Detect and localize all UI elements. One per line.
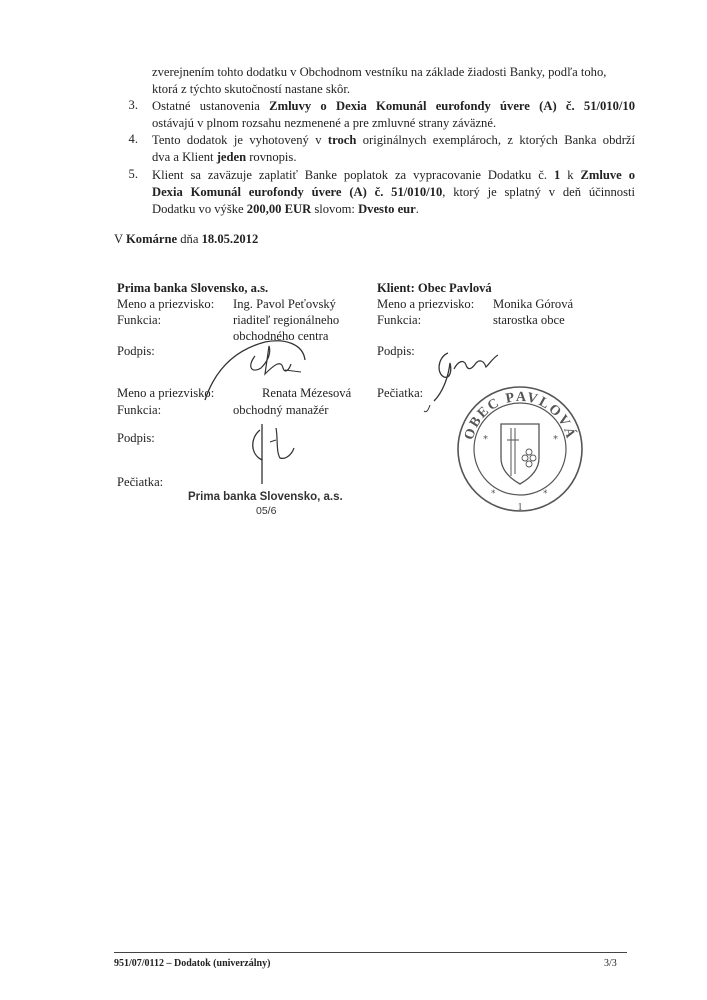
- client-func: starostka obce: [493, 313, 565, 327]
- bank-signature-1: [185, 330, 315, 410]
- stamp-number: 1: [517, 501, 523, 513]
- intro-line-1: zverejnením tohto dodatku v Obchodnom vestníku na základe žiadosti Banky, podľa toho,: [152, 65, 607, 79]
- bank-stamp-code: 05/6: [256, 505, 277, 517]
- footer-doc-id: 951/07/0112 – Dodatok (univerzálny): [114, 958, 271, 969]
- footer-page-number: 3/3: [604, 958, 617, 969]
- svg-text:*: *: [491, 489, 496, 499]
- item-3-number: 3.: [128, 98, 138, 112]
- svg-text:OBEC PAVLOVÁ: OBEC PAVLOVÁ: [461, 389, 579, 442]
- client-stamp-label: Pečiatka:: [377, 386, 424, 400]
- client-stamp: [455, 380, 585, 518]
- item-4-line-1: Tento dodatok je vyhotovený v troch originálnych exemplároch, z ktorých Banka obdrží: [152, 133, 635, 147]
- bank-func-2: obchodný manažér: [233, 403, 329, 417]
- svg-text:*: *: [483, 434, 488, 445]
- client-title: Klient: Obec Pavlová: [377, 281, 492, 295]
- client-name-label: Meno a priezvisko:: [377, 297, 475, 311]
- place-date: V Komárne dňa 18.05.2012: [114, 232, 259, 246]
- client-name: Monika Górová: [493, 297, 574, 311]
- bank-signature-2: [240, 418, 310, 488]
- item-5-line-2: Dexia Komunál eurofondy úvere (A) č. 51/010/10, ktorý je splatný v deň účinnosti: [152, 185, 635, 199]
- client-func-label: Funkcia:: [377, 313, 422, 327]
- bank-func-label-2: Funkcia:: [117, 403, 162, 417]
- item-3-line-1: Ostatné ustanovenia Zmluvy o Dexia Komunál eurofondy úvere (A) č. 51/010/10: [152, 99, 635, 113]
- bank-func-1-line-1: riaditeľ regionálneho: [233, 313, 340, 327]
- stamp-emblem-icon: [455, 380, 585, 518]
- item-4-line-2: dva a Klient jeden rovnopis.: [152, 150, 297, 164]
- bank-func-1-line-2: obchodného centra: [233, 329, 329, 343]
- item-3-line-2: ostávajú v plnom rozsahu nezmenené a pre zmluvné strany záväzné.: [152, 116, 497, 130]
- bank-sign-label: Podpis:: [117, 344, 155, 358]
- item-5-line-3: Dodatku vo výške 200,00 EUR slovom: Dvesto eur.: [152, 202, 419, 216]
- bank-name-1: Ing. Pavol Peťovský: [233, 297, 336, 311]
- footer-divider: [114, 952, 627, 953]
- client-sign-label: Podpis:: [377, 344, 415, 358]
- bank-stamp-text: Prima banka Slovensko, a.s.: [188, 491, 343, 503]
- bank-name-label-2: Meno a priezvisko:: [117, 386, 215, 400]
- bank-stamp-label: Pečiatka:: [117, 475, 164, 489]
- intro-line-2: ktorá z týchto skutočností nastane skôr.: [152, 82, 350, 96]
- item-4-number: 4.: [128, 132, 138, 146]
- bank-func-label: Funkcia:: [117, 313, 162, 327]
- item-5-number: 5.: [128, 167, 138, 181]
- bank-name-label: Meno a priezvisko:: [117, 297, 215, 311]
- item-5-line-1: Klient sa zaväzuje zaplatiť Banke poplatok za vypracovanie Dodatku č. 1 k Zmluve o: [152, 168, 635, 182]
- svg-text:*: *: [553, 434, 558, 445]
- bank-sign-label-2: Podpis:: [117, 431, 155, 445]
- bank-title: Prima banka Slovensko, a.s.: [117, 281, 269, 295]
- svg-text:*: *: [543, 489, 548, 499]
- bank-name-2: Renata Mézesová: [262, 386, 352, 400]
